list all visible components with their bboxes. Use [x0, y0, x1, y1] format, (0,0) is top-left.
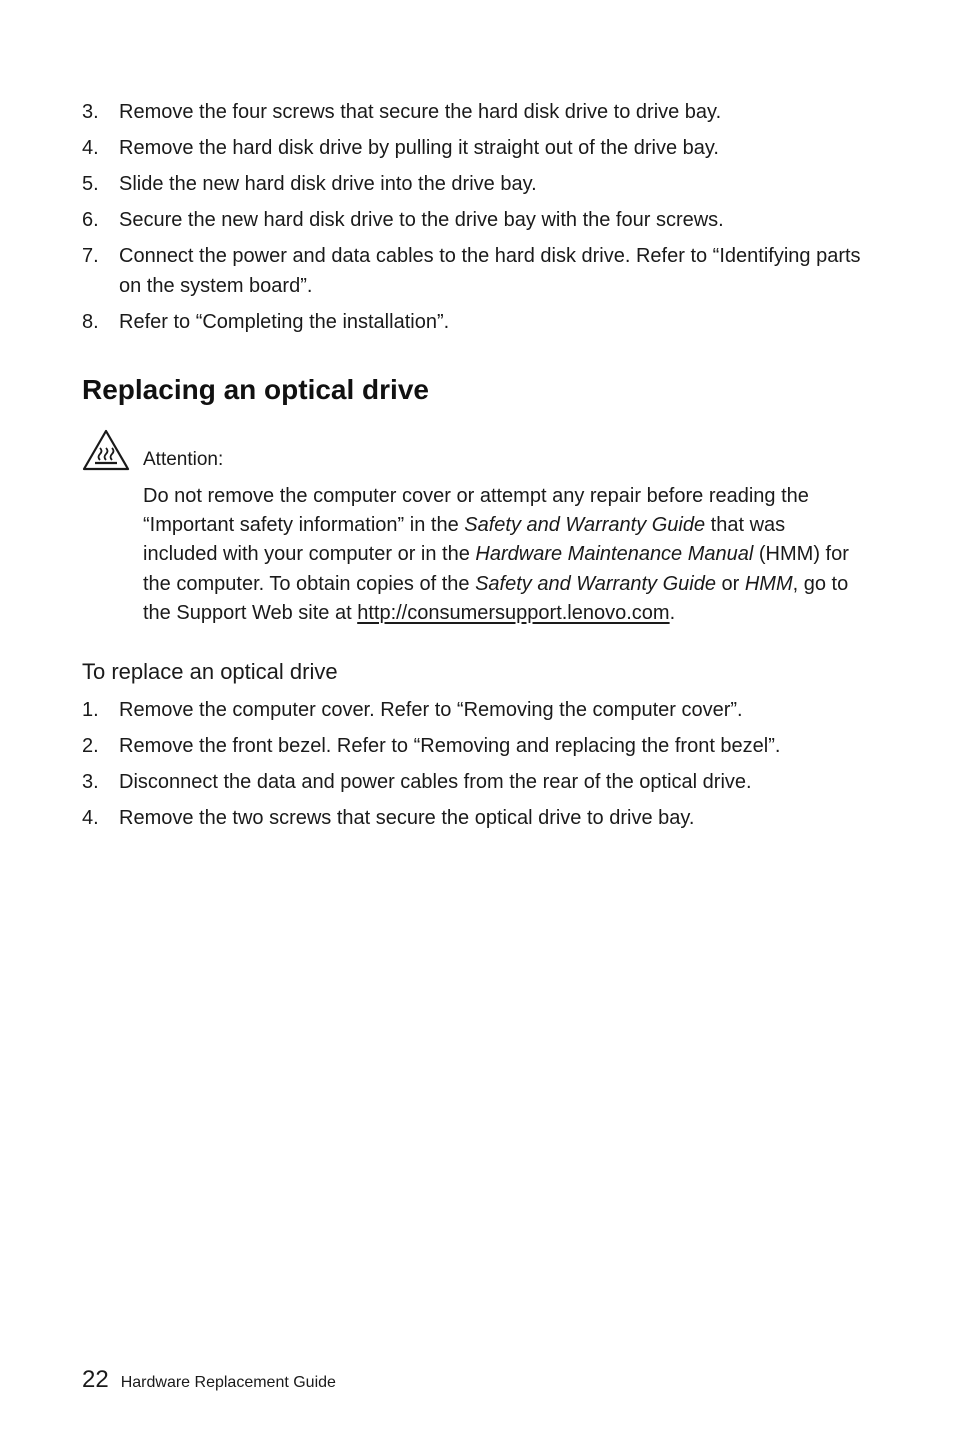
hot-surface-warning-icon	[82, 428, 130, 472]
subsection-title: To replace an optical drive	[82, 659, 338, 684]
step-number: 3.	[82, 771, 99, 793]
step-number: 2.	[82, 735, 99, 757]
guide-title: Hardware Replacement Guide	[120, 1374, 336, 1391]
step-text: Remove the four screws that secure the hard disk drive to drive bay.	[119, 101, 722, 123]
attention-text: Do not remove the computer cover or attempt any repair before reading the “Important safety information” in the	[143, 485, 809, 537]
step-number: 3.	[82, 101, 99, 123]
safety-guide-title: Safety and Warranty Guide	[464, 514, 706, 537]
step-number: 8.	[82, 311, 99, 333]
section-title: Replacing an optical drive	[82, 374, 429, 405]
step-text: Connect the power and data cables to the hard disk drive. Refer to “Identifying parts on the system board”.	[119, 245, 861, 297]
attention-text: (HMM) for the computer. To obtain copies of the	[143, 543, 849, 595]
list-item	[82, 205, 862, 235]
attention-text: , go to the Support Web site at	[143, 572, 849, 624]
list-item	[82, 133, 862, 163]
support-site-link[interactable]: http://consumersupport.lenovo.com	[357, 601, 670, 624]
hard-drive-steps-list	[82, 97, 862, 343]
attention-text: .	[669, 601, 676, 624]
step-text: Slide the new hard disk drive into the drive bay.	[119, 173, 537, 195]
step-number: 7.	[82, 245, 99, 267]
step-number: 1.	[82, 699, 99, 721]
optical-drive-steps-list	[82, 695, 862, 839]
step-number: 5.	[82, 173, 99, 195]
list-item	[82, 767, 862, 797]
list-item	[82, 97, 862, 127]
list-item	[82, 731, 862, 761]
list-item	[82, 241, 862, 301]
step-number: 4.	[82, 137, 99, 159]
maintenance-manual-title: Hardware Maintenance Manual	[475, 543, 754, 566]
attention-label: Attention:	[143, 449, 224, 470]
step-number: 6.	[82, 209, 99, 231]
safety-guide-title: Safety and Warranty Guide	[475, 572, 716, 595]
page-number: 22	[82, 1366, 109, 1393]
page-footer	[82, 1366, 336, 1400]
step-text: Remove the front bezel. Refer to “Removing and replacing the front bezel”.	[119, 735, 781, 757]
list-item	[82, 307, 862, 337]
step-text: Remove the two screws that secure the optical drive to drive bay.	[119, 807, 695, 829]
attention-text: that was included with your computer or in the	[143, 514, 786, 566]
step-text: Disconnect the data and power cables from the rear of the optical drive.	[119, 771, 752, 793]
step-text: Refer to “Completing the installation”.	[119, 311, 450, 333]
list-item	[82, 695, 862, 725]
step-text: Remove the hard disk drive by pulling it straight out of the drive bay.	[119, 137, 719, 159]
attention-text: or	[715, 572, 745, 595]
attention-notice	[143, 482, 863, 628]
hmm-abbreviation: HMM	[744, 572, 793, 595]
step-number: 4.	[82, 807, 99, 829]
step-text: Secure the new hard disk drive to the drive bay with the four screws.	[119, 209, 724, 231]
step-text: Remove the computer cover. Refer to “Removing the computer cover”.	[119, 699, 743, 721]
list-item	[82, 169, 862, 199]
list-item	[82, 803, 862, 833]
